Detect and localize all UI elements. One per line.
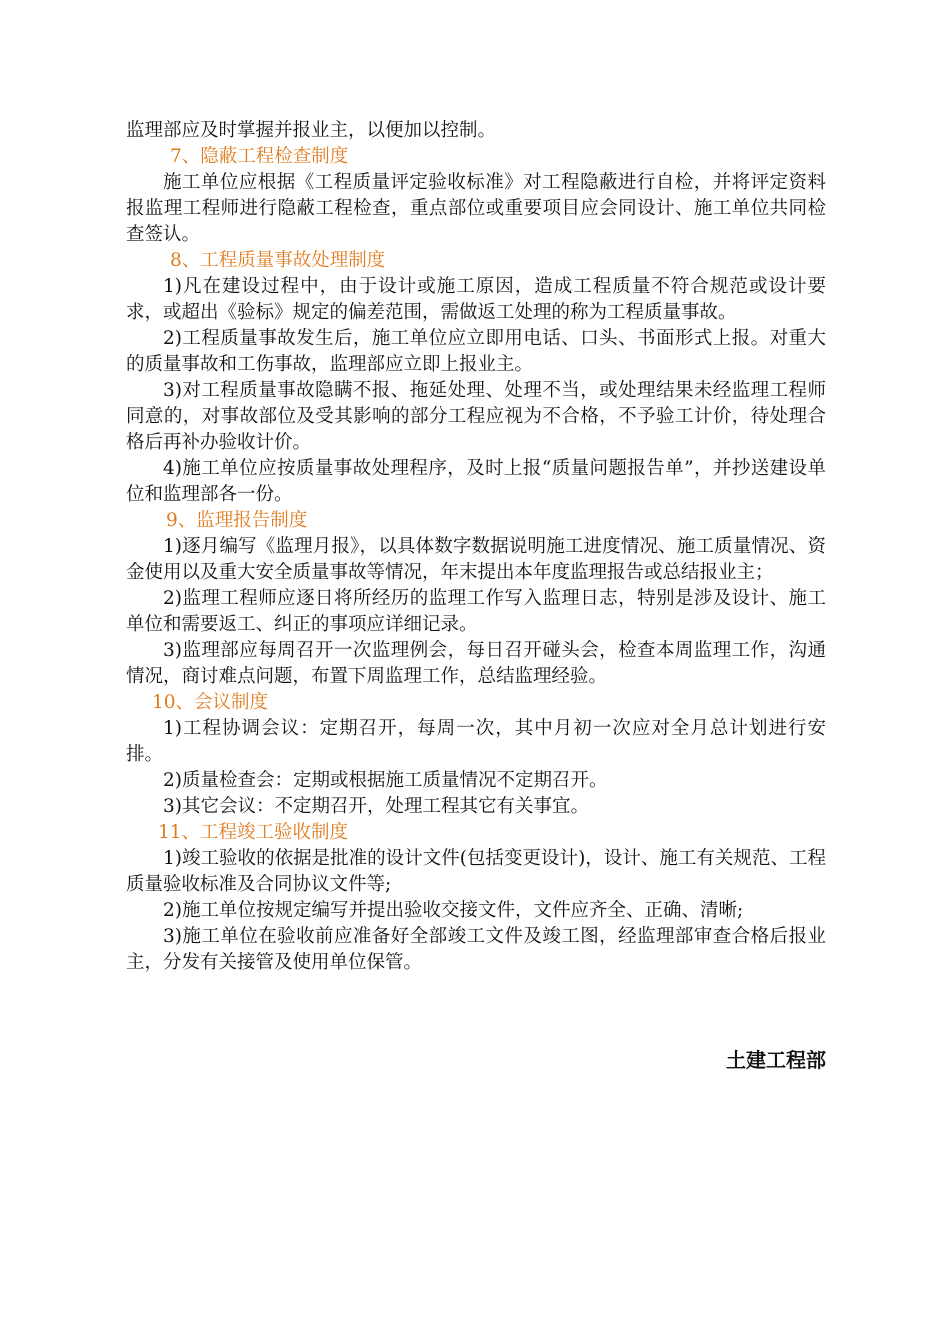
signature-department: 土建工程部 <box>726 1048 826 1072</box>
section-8-item-4: 4)施工单位应按质量事故处理程序，及时上报“质量问题报告单”，并抄送建设单位和监理部各一份。 <box>126 458 826 505</box>
section-11-heading: 11、工程竣工验收制度 <box>158 822 349 843</box>
section-10-item-2: 2)质量检查会：定期或根据施工质量情况不定期召开。 <box>163 770 608 791</box>
section-9-heading: 9、监理报告制度 <box>166 510 308 531</box>
section-8-item-1: 1)凡在建设过程中，由于设计或施工原因，造成工程质量不符合规范或设计要求，或超出《验标》规定的偏差范围，需做返工处理的称为工程质量事故。 <box>126 276 826 323</box>
section-8-item-2: 2)工程质量事故发生后，施工单位应立即用电话、口头、书面形式上报。对重大的质量事故和工伤事故，监理部应立即上报业主。 <box>126 328 826 375</box>
section-10-item-3: 3)其它会议：不定期召开，处理工程其它有关事宜。 <box>163 796 589 817</box>
section-10-item-1: 1)工程协调会议：定期召开，每周一次，其中月初一次应对全月总计划进行安排。 <box>126 718 826 765</box>
section-8-heading: 8、工程质量事故处理制度 <box>170 250 386 271</box>
section-7-heading: 7、隐蔽工程检查制度 <box>170 146 349 167</box>
section-9-item-2: 2)监理工程师应逐日将所经历的监理工作写入监理日志，特别是涉及设计、施工单位和需要返工、纠正的事项应详细记录。 <box>126 588 826 635</box>
document-body <box>126 118 826 976</box>
section-9-item-3: 3)监理部应每周召开一次监理例会，每日召开碰头会，检查本周监理工作，沟通情况，商讨难点问题，布置下周监理工作，总结监理经验。 <box>126 640 826 687</box>
section-11-item-1: 1)竣工验收的依据是批准的设计文件(包括变更设计)，设计、施工有关规范、工程质量验收标准及合同协议文件等; <box>126 848 826 895</box>
section-8-item-3: 3)对工程质量事故隐瞒不报、拖延处理、处理不当，或处理结果未经监理工程师同意的，对事故部位及受其影响的部分工程应视为不合格，不予验工计价，待处理合格后再补办验收计价。 <box>126 380 826 453</box>
section-10-heading: 10、会议制度 <box>152 692 269 713</box>
section-11-item-3: 3)施工单位在验收前应准备好全部竣工文件及竣工图，经监理部审查合格后报业主，分发有关接管及使用单位保管。 <box>126 926 826 973</box>
section-9-item-1: 1)逐月编写《监理月报》，以具体数字数据说明施工进度情况、施工质量情况、资金使用以及重大安全质量事故等情况，年末提出本年度监理报告或总结报业主； <box>126 536 826 583</box>
intro-paragraph: 监理部应及时掌握并报业主，以便加以控制。 <box>126 120 497 141</box>
section-7-paragraph: 施工单位应根据《工程质量评定验收标准》对工程隐蔽进行自检，并将评定资料报监理工程师进行隐蔽工程检查，重点部位或重要项目应会同设计、施工单位共同检查签认。 <box>126 172 826 245</box>
section-11-item-2: 2)施工单位按规定编写并提出验收交接文件，文件应齐全、正确、清晰; <box>163 900 744 921</box>
